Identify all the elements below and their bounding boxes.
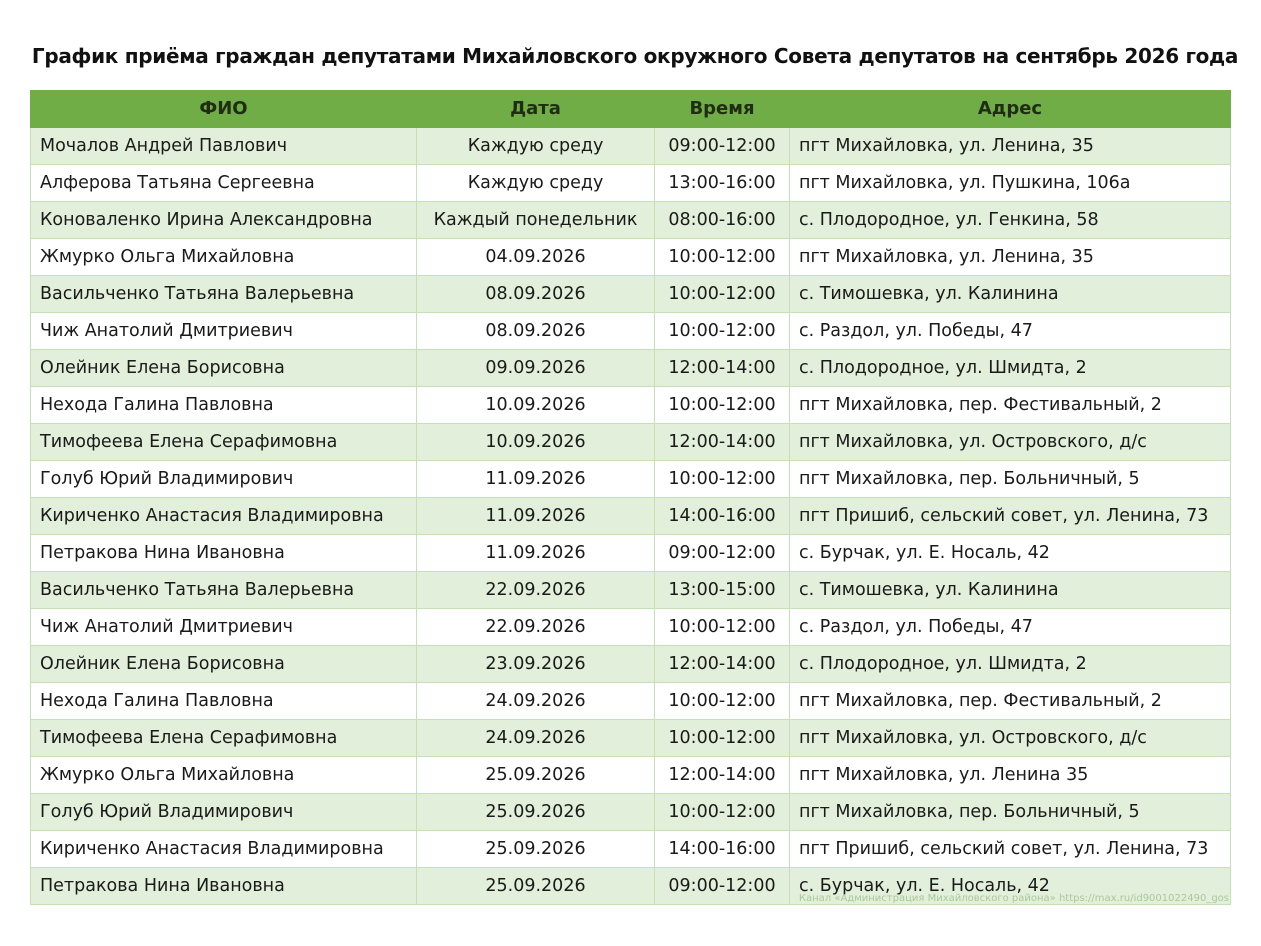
- cell-time: 09:00-12:00: [655, 128, 790, 165]
- cell-name: Кириченко Анастасия Владимировна: [31, 831, 417, 868]
- cell-date: Каждую среду: [417, 165, 655, 202]
- cell-date: 22.09.2026: [417, 572, 655, 609]
- cell-name: Тимофеева Елена Серафимовна: [31, 424, 417, 461]
- cell-address: с. Тимошевка, ул. Калинина: [790, 276, 1231, 313]
- table-row: [31, 646, 1231, 683]
- column-header-address: Адрес: [790, 91, 1231, 128]
- table-row: [31, 794, 1231, 831]
- cell-address: с. Бурчак, ул. Е. Носаль, 42: [790, 868, 1231, 905]
- cell-time: 10:00-12:00: [655, 313, 790, 350]
- cell-name: Жмурко Ольга Михайловна: [31, 757, 417, 794]
- cell-name: Васильченко Татьяна Валерьевна: [31, 572, 417, 609]
- cell-name: Васильченко Татьяна Валерьевна: [31, 276, 417, 313]
- table-row: [31, 609, 1231, 646]
- cell-date: 22.09.2026: [417, 609, 655, 646]
- table-row: [31, 535, 1231, 572]
- cell-address: пгт Пришиб, сельский совет, ул. Ленина, 73: [790, 498, 1231, 535]
- cell-time: 10:00-12:00: [655, 609, 790, 646]
- cell-date: 25.09.2026: [417, 794, 655, 831]
- cell-address: с. Бурчак, ул. Е. Носаль, 42: [790, 535, 1231, 572]
- cell-date: 25.09.2026: [417, 831, 655, 868]
- table-row: [31, 350, 1231, 387]
- cell-address: пгт Михайловка, ул. Ленина 35: [790, 757, 1231, 794]
- table-row: [31, 498, 1231, 535]
- table-row: [31, 757, 1231, 794]
- cell-name: Голуб Юрий Владимирович: [31, 461, 417, 498]
- table-row: [31, 831, 1231, 868]
- cell-name: Нехода Галина Павловна: [31, 387, 417, 424]
- table-row: [31, 683, 1231, 720]
- column-header-time: Время: [655, 91, 790, 128]
- table-row: [31, 572, 1231, 609]
- cell-time: 10:00-12:00: [655, 720, 790, 757]
- cell-name: Нехода Галина Павловна: [31, 683, 417, 720]
- cell-address: с. Тимошевка, ул. Калинина: [790, 572, 1231, 609]
- schedule-table: [30, 90, 1231, 905]
- table-row: [31, 165, 1231, 202]
- cell-time: 14:00-16:00: [655, 498, 790, 535]
- cell-date: 10.09.2026: [417, 387, 655, 424]
- cell-address: с. Раздол, ул. Победы, 47: [790, 609, 1231, 646]
- table-row: [31, 387, 1231, 424]
- table-header-row: [31, 91, 1231, 128]
- cell-name: Кириченко Анастасия Владимировна: [31, 498, 417, 535]
- page-title: График приёма граждан депутатами Михайловского окружного Совета депутатов на сентябрь 2026 года: [31, 44, 1239, 68]
- cell-time: 08:00-16:00: [655, 202, 790, 239]
- cell-date: 23.09.2026: [417, 646, 655, 683]
- table-body: [31, 128, 1231, 905]
- cell-time: 12:00-14:00: [655, 757, 790, 794]
- cell-name: Олейник Елена Борисовна: [31, 350, 417, 387]
- cell-date: 10.09.2026: [417, 424, 655, 461]
- cell-address: пгт Михайловка, ул. Островского, д/с: [790, 424, 1231, 461]
- cell-address: пгт Пришиб, сельский совет, ул. Ленина, 73: [790, 831, 1231, 868]
- table-row: [31, 239, 1231, 276]
- cell-address: с. Плодородное, ул. Генкина, 58: [790, 202, 1231, 239]
- cell-address: пгт Михайловка, пер. Больничный, 5: [790, 794, 1231, 831]
- table-row: [31, 128, 1231, 165]
- cell-time: 13:00-15:00: [655, 572, 790, 609]
- cell-time: 12:00-14:00: [655, 424, 790, 461]
- cell-name: Голуб Юрий Владимирович: [31, 794, 417, 831]
- cell-date: Каждый понедельник: [417, 202, 655, 239]
- cell-time: 10:00-12:00: [655, 387, 790, 424]
- cell-date: 04.09.2026: [417, 239, 655, 276]
- cell-address: пгт Михайловка, ул. Островского, д/с: [790, 720, 1231, 757]
- cell-time: 10:00-12:00: [655, 239, 790, 276]
- cell-time: 13:00-16:00: [655, 165, 790, 202]
- source-caption: Канал «Администрация Михайловского района» https://max.ru/id9001022490_gos: [798, 893, 1229, 904]
- table-row: [31, 424, 1231, 461]
- cell-date: 11.09.2026: [417, 535, 655, 572]
- cell-name: Мочалов Андрей Павлович: [31, 128, 417, 165]
- cell-address: с. Плодородное, ул. Шмидта, 2: [790, 350, 1231, 387]
- cell-name: Алферова Татьяна Сергеевна: [31, 165, 417, 202]
- cell-name: Тимофеева Елена Серафимовна: [31, 720, 417, 757]
- cell-date: 09.09.2026: [417, 350, 655, 387]
- cell-date: 25.09.2026: [417, 868, 655, 905]
- cell-time: 10:00-12:00: [655, 794, 790, 831]
- cell-address: пгт Михайловка, пер. Фестивальный, 2: [790, 683, 1231, 720]
- table-row: [31, 313, 1231, 350]
- cell-name: Жмурко Ольга Михайловна: [31, 239, 417, 276]
- cell-time: 12:00-14:00: [655, 646, 790, 683]
- cell-name: Петракова Нина Ивановна: [31, 535, 417, 572]
- cell-address: с. Раздол, ул. Победы, 47: [790, 313, 1231, 350]
- cell-date: Каждую среду: [417, 128, 655, 165]
- column-header-name: ФИО: [31, 91, 417, 128]
- cell-date: 11.09.2026: [417, 498, 655, 535]
- cell-time: 10:00-12:00: [655, 276, 790, 313]
- cell-address: пгт Михайловка, ул. Пушкина, 106а: [790, 165, 1231, 202]
- column-header-date: Дата: [417, 91, 655, 128]
- cell-date: 24.09.2026: [417, 720, 655, 757]
- cell-name: Чиж Анатолий Дмитриевич: [31, 609, 417, 646]
- cell-time: 14:00-16:00: [655, 831, 790, 868]
- cell-time: 10:00-12:00: [655, 683, 790, 720]
- cell-name: Коноваленко Ирина Александровна: [31, 202, 417, 239]
- cell-address: пгт Михайловка, ул. Ленина, 35: [790, 239, 1231, 276]
- table-row: [31, 461, 1231, 498]
- cell-date: 24.09.2026: [417, 683, 655, 720]
- cell-time: 09:00-12:00: [655, 868, 790, 905]
- table-row: [31, 202, 1231, 239]
- cell-time: 09:00-12:00: [655, 535, 790, 572]
- cell-time: 12:00-14:00: [655, 350, 790, 387]
- cell-name: Чиж Анатолий Дмитриевич: [31, 313, 417, 350]
- cell-address: пгт Михайловка, ул. Ленина, 35: [790, 128, 1231, 165]
- cell-address: пгт Михайловка, пер. Больничный, 5: [790, 461, 1231, 498]
- cell-time: 10:00-12:00: [655, 461, 790, 498]
- table-row: [31, 276, 1231, 313]
- cell-date: 08.09.2026: [417, 313, 655, 350]
- cell-name: Петракова Нина Ивановна: [31, 868, 417, 905]
- cell-name: Олейник Елена Борисовна: [31, 646, 417, 683]
- cell-address: с. Плодородное, ул. Шмидта, 2: [790, 646, 1231, 683]
- cell-date: 08.09.2026: [417, 276, 655, 313]
- cell-address: пгт Михайловка, пер. Фестивальный, 2: [790, 387, 1231, 424]
- cell-date: 11.09.2026: [417, 461, 655, 498]
- cell-date: 25.09.2026: [417, 757, 655, 794]
- table-row: [31, 720, 1231, 757]
